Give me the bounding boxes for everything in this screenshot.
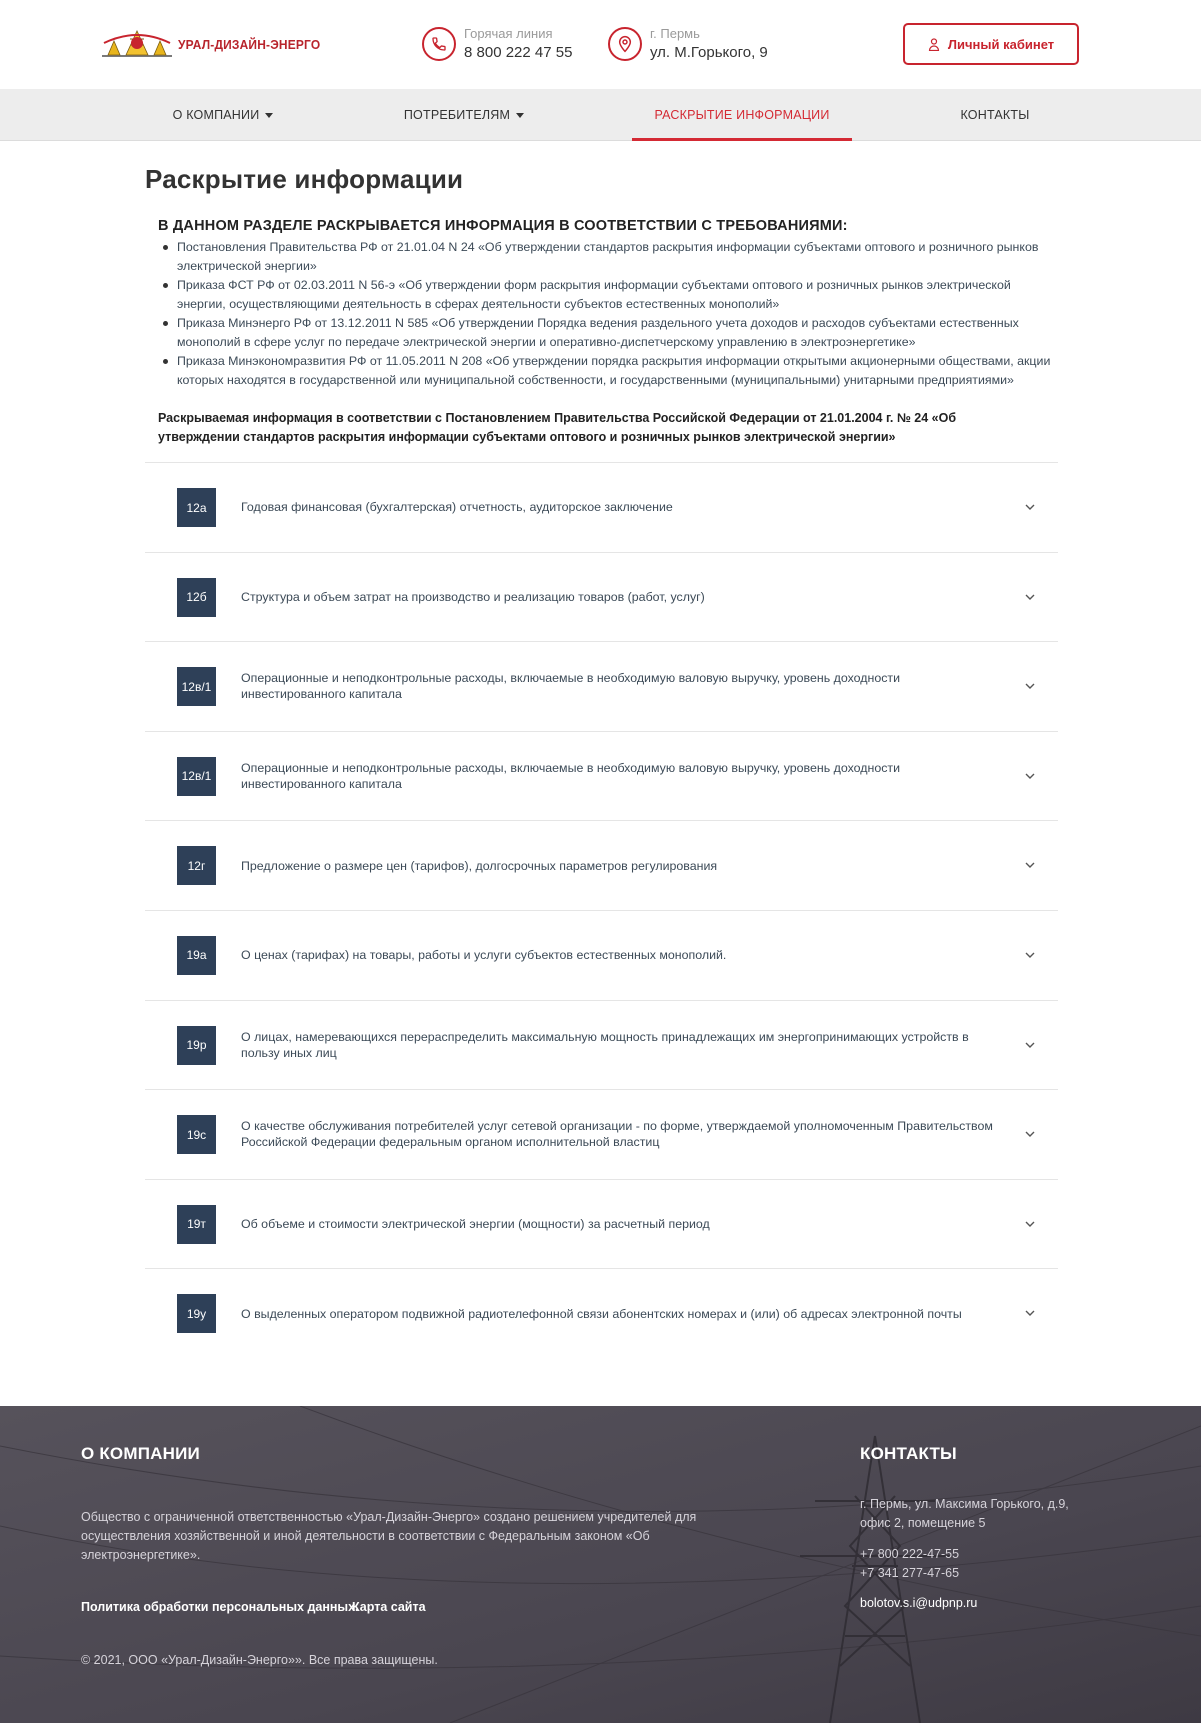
accordion-item[interactable]	[145, 1269, 1058, 1359]
accordion-item[interactable]	[145, 463, 1058, 553]
accordion-title: Предложение о размере цен (тарифов), долгосрочных параметров регулирования	[241, 858, 718, 873]
accordion-item[interactable]	[145, 821, 1058, 911]
caret-down-icon	[265, 113, 273, 118]
chevron-down-icon	[1024, 859, 1036, 871]
hotline-label: Горячая линия	[464, 26, 553, 41]
user-icon	[928, 38, 940, 51]
chevron-down-icon	[1024, 1307, 1036, 1319]
nav-item-label: ПОТРЕБИТЕЛЯМ	[403, 108, 511, 122]
footer-address: г. Пермь, ул. Максима Горького, д.9, офис 2, помещение 5	[860, 1497, 1069, 1530]
site-footer	[0, 1406, 1201, 1723]
personal-account-label: Личный кабинет	[947, 36, 1055, 52]
accordion-title: О выделенных оператором подвижной радиотелефонной связи абонентских номерах и (или) об адресах электронной почты	[241, 1307, 962, 1322]
nav-item-consumers[interactable]	[396, 89, 532, 141]
footer-contacts-heading: КОНТАКТЫ	[860, 1444, 957, 1463]
accordion-title: Операционные и неподконтрольные расходы, включаемые в необходимую валовую выручку, уровень доходности инвестированного капитала	[241, 671, 901, 702]
page-title: Раскрытие информации	[145, 164, 464, 194]
requirement-item: Постановления Правительства РФ от 21.01.04 N 24 «Об утверждении стандартов раскрытия информации субъектами оптового и розничного рынков электрической энергии»	[158, 238, 1054, 276]
site-header	[0, 0, 1201, 89]
logo-icon	[100, 27, 174, 61]
chevron-down-icon	[1024, 1039, 1036, 1051]
accordion-item[interactable]	[145, 911, 1058, 1001]
footer-about-text: Общество с ограниченной ответственностью «Урал-Дизайн-Энерго» создано решением учредителей для осуществления хозяйственной и иной деятельности в соответствии с Федеральным законом «Об электроэнергетике».	[81, 1510, 697, 1562]
requirement-item: Приказа ФСТ РФ от 02.03.2011 N 56-э «Об утверждении форм раскрытия информации субъектами оптового и розничных рынков электрической энергии, осуществляющими деятельность в сферах деятельности субъектов естественных монополий»	[158, 276, 1054, 314]
nav-item-contacts[interactable]	[946, 89, 1044, 141]
accordion-title: О лицах, намеревающихся перераспределить максимальную мощность принадлежащих им энергопринимающих устройств в пользу иных лиц	[241, 1029, 969, 1060]
requirement-item: Приказа Минэкономразвития РФ от 11.05.2011 N 208 «Об утверждении порядка раскрытия информации открытыми акционерными обществами, акции которых находятся в государственной или муниципальной собственности, и государственными (муниципальными) унитарными предприятиями»	[158, 352, 1054, 390]
chevron-down-icon	[1024, 680, 1036, 692]
location-pin-icon	[608, 27, 642, 61]
nav-item-about[interactable]	[160, 89, 286, 141]
footer-phone-1[interactable]: +7 800 222-47-55	[860, 1547, 960, 1561]
accordion-code-badge: 19у	[177, 1294, 216, 1333]
accordion-code-badge: 12б	[177, 578, 216, 617]
accordion-title: Операционные и неподконтрольные расходы, включаемые в необходимую валовую выручку, уровень доходности инвестированного капитала	[241, 761, 901, 792]
chevron-down-icon	[1024, 949, 1036, 961]
accordion-item[interactable]	[145, 642, 1058, 732]
accordion-title: О качестве обслуживания потребителей услуг сетевой организации - по форме, утверждаемой уполномоченным Правительством Российской Федерации федеральным органом исполнительной властиц	[241, 1119, 993, 1150]
site-logo[interactable]	[100, 24, 321, 64]
footer-email[interactable]: bolotov.s.i@udpnp.ru	[860, 1596, 978, 1610]
accordion-item[interactable]	[145, 553, 1058, 643]
chevron-down-icon	[1024, 591, 1036, 603]
accordion-title: Об объеме и стоимости электрической энергии (мощности) за расчетный период	[241, 1217, 710, 1232]
address-value: ул. М.Горького, 9	[650, 44, 768, 61]
address-block	[608, 24, 768, 64]
accordion-item[interactable]	[145, 1180, 1058, 1270]
phone-icon	[422, 27, 456, 61]
chevron-down-icon	[1024, 770, 1036, 782]
disclosure-accordion	[145, 462, 1058, 1359]
accordion-code-badge: 12а	[177, 488, 216, 527]
main-nav	[0, 89, 1201, 141]
accordion-title: Структура и объем затрат на производство и реализацию товаров (работ, услуг)	[241, 589, 705, 604]
accordion-title: О ценах (тарифах) на товары, работы и услуги субъектов естественных монополий.	[241, 948, 727, 963]
sitemap-link[interactable]: Карта сайта	[352, 1600, 426, 1614]
nav-item-label: КОНТАКТЫ	[960, 108, 1030, 122]
accordion-code-badge: 12г	[177, 846, 216, 885]
accordion-code-badge: 19т	[177, 1205, 216, 1244]
accordion-item[interactable]	[145, 732, 1058, 822]
privacy-policy-link[interactable]: Политика обработки персональных данных.	[81, 1600, 359, 1614]
logo-text: УРАЛ-ДИЗАЙН-ЭНЕРГО	[178, 36, 321, 52]
disclosure-note: Раскрываемая информация в соответствии с Постановлением Правительства Российской Федерации от 21.01.2004 г. № 24 «Об утверждении стандартов раскрытия информации субъектами оптового и розничных рынков электрической энергии»	[158, 411, 957, 444]
accordion-code-badge: 12в/1	[177, 757, 216, 796]
requirements-list	[158, 238, 1054, 390]
hotline-block[interactable]	[422, 24, 572, 64]
personal-account-button[interactable]	[903, 23, 1079, 65]
nav-item-label: РАСКРЫТИЕ ИНФОРМАЦИИ	[654, 108, 830, 122]
city-label: г. Пермь	[650, 26, 700, 41]
accordion-code-badge: 19с	[177, 1115, 216, 1154]
accordion-item[interactable]	[145, 1090, 1058, 1180]
accordion-code-badge: 19а	[177, 936, 216, 975]
accordion-code-badge: 12в/1	[177, 667, 216, 706]
chevron-down-icon	[1024, 1218, 1036, 1230]
nav-item-disclosure[interactable]	[632, 89, 852, 141]
hotline-number[interactable]: 8 800 222 47 55	[464, 44, 573, 61]
nav-item-label: О КОМПАНИИ	[172, 108, 260, 122]
footer-about-heading: О КОМПАНИИ	[81, 1444, 200, 1463]
accordion-item[interactable]	[145, 1001, 1058, 1091]
requirements-heading: В ДАННОМ РАЗДЕЛЕ РАСКРЫВАЕТСЯ ИНФОРМАЦИЯ В СООТВЕТСТВИИ С ТРЕБОВАНИЯМИ:	[158, 218, 848, 234]
accordion-code-badge: 19р	[177, 1026, 216, 1065]
chevron-down-icon	[1024, 1128, 1036, 1140]
requirement-item: Приказа Минэнерго РФ от 13.12.2011 N 585 «Об утверждении Порядка ведения раздельного учета доходов и расходов субъектами естественных монополий в сфере услуг по передаче электрической энергии и оперативно-диспетчерскому управлению в электроэнергетике»	[158, 314, 1054, 352]
accordion-title: Годовая финансовая (бухгалтерская) отчетность, аудиторское заключение	[241, 500, 673, 515]
footer-phone-2[interactable]: +7 341 277-47-65	[860, 1566, 960, 1580]
chevron-down-icon	[1024, 501, 1036, 513]
caret-down-icon	[516, 113, 524, 118]
footer-copyright: © 2021, ООО «Урал-Дизайн-Энерго»». Все права защищены.	[81, 1653, 438, 1667]
